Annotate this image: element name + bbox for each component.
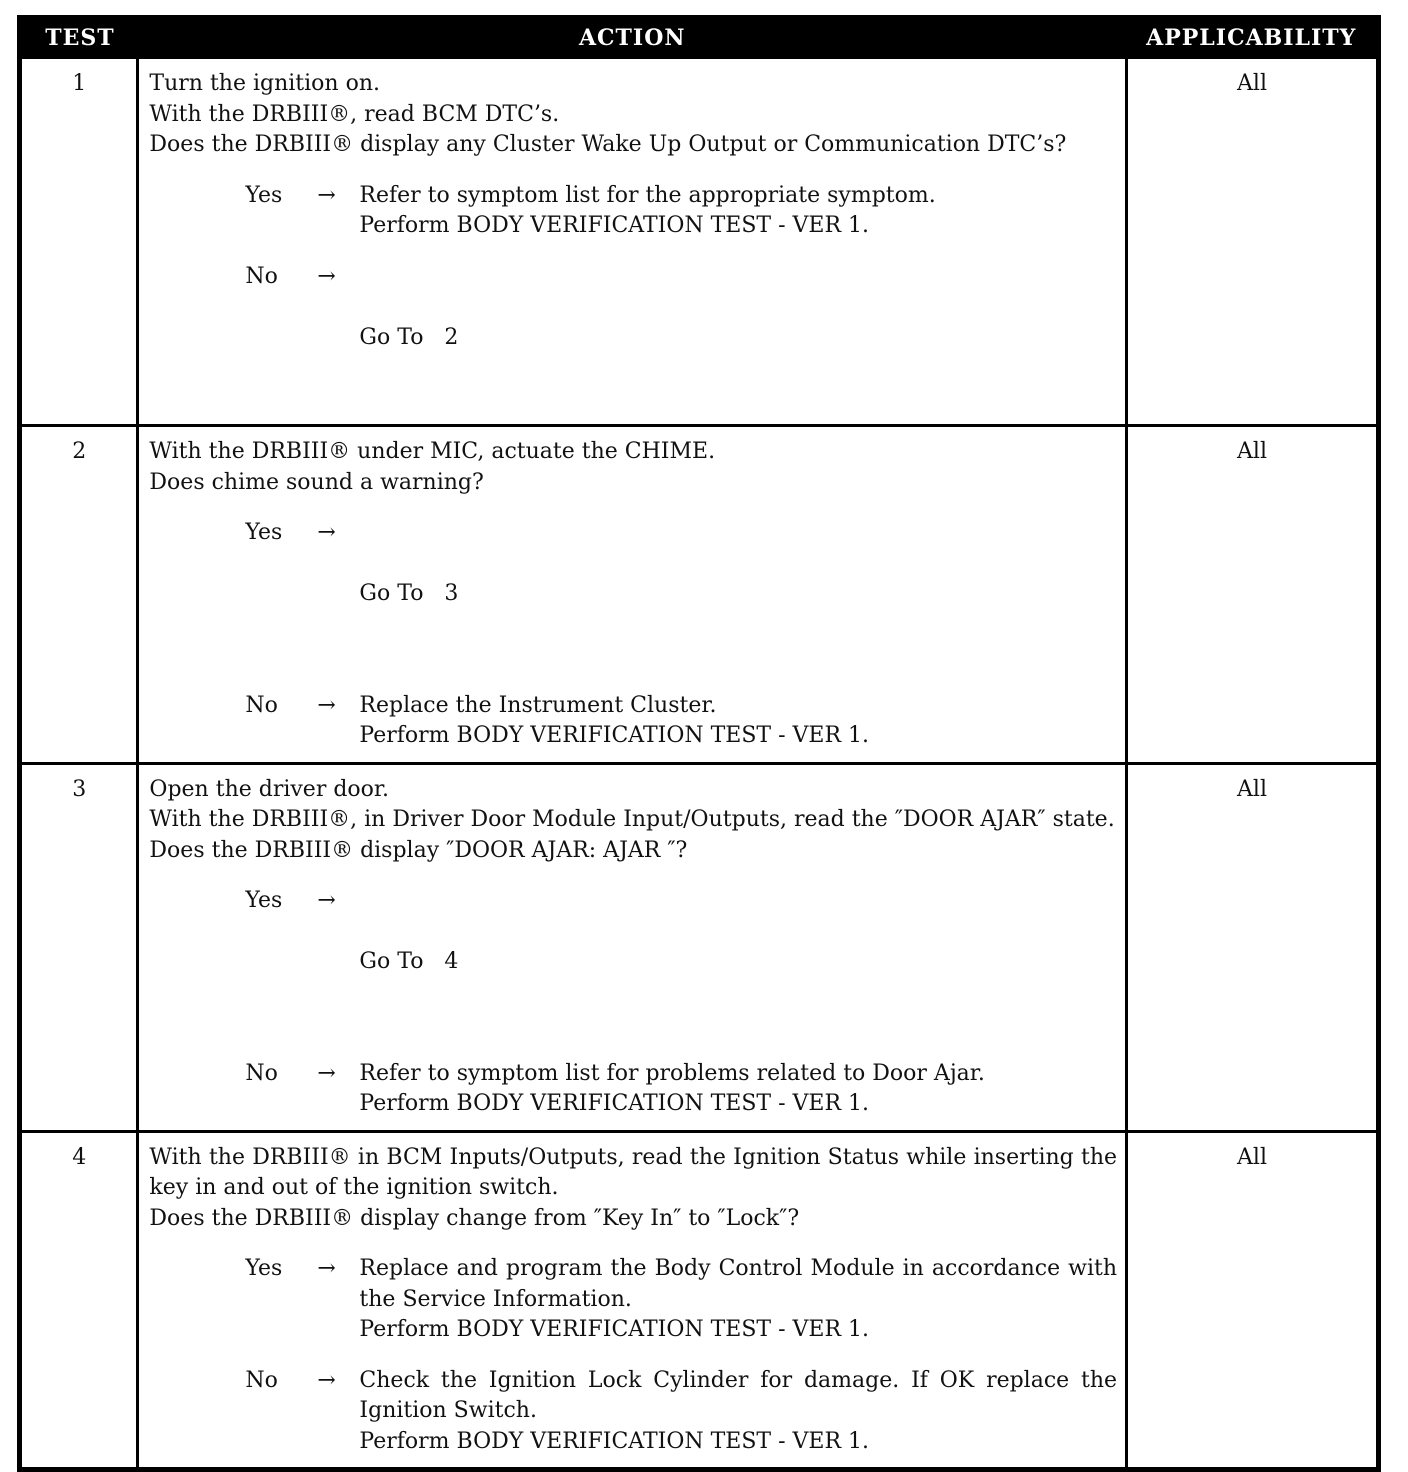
result-line: Refer to symptom list for the appropriate symptom. (359, 182, 936, 208)
question-text (149, 775, 1117, 867)
yes-branch (149, 1254, 1117, 1346)
result-line: Go To 3 (359, 581, 459, 606)
no-branch (149, 691, 1117, 752)
yes-label: Yes (245, 182, 283, 208)
question-line: With the DRBIII® in BCM Inputs/Outputs, read the Ignition Status while inserting the key in and out of the ignition switch. (149, 1144, 1118, 1200)
applicability-value: All (1127, 58, 1379, 426)
yes-result (359, 181, 1117, 242)
table-row (20, 426, 1379, 764)
table-header-row (20, 18, 1379, 58)
question-line: With the DRBIII® under MIC, actuate the CHIME. (149, 439, 716, 464)
result-line: Go To 4 (359, 949, 459, 974)
action-cell (138, 763, 1127, 1131)
question-line: Open the driver door. (149, 776, 390, 802)
no-label: No (245, 263, 278, 289)
no-branch (149, 1366, 1117, 1458)
result-line: Check the Ignition Lock Cylinder for damage. If OK replace the Ignition Switch. (359, 1367, 1118, 1423)
result-line: Go To 2 (359, 324, 459, 350)
table-row (20, 763, 1379, 1131)
yes-branch (149, 886, 1117, 1039)
header-applicability: APPLICABILITY (1127, 18, 1379, 58)
no-result (359, 1059, 1117, 1120)
question-line: Does the DRBIII® display any Cluster Wake Up Output or Communication DTC’s? (149, 132, 1067, 157)
no-label: No (245, 1060, 278, 1086)
yes-label: Yes (245, 1256, 283, 1281)
question-line: Does the DRBIII® display change from ″Key In″ to ″Lock″? (149, 1205, 800, 1231)
yes-branch (149, 518, 1117, 671)
arrow-icon: → (317, 1060, 336, 1086)
question-text (149, 69, 1117, 161)
diagnostic-test-page (17, 15, 1381, 1472)
action-cell (138, 1131, 1127, 1470)
yes-result (359, 1254, 1117, 1346)
arrow-icon: → (317, 692, 336, 718)
header-test: TEST (20, 18, 138, 58)
no-label: No (245, 1367, 278, 1393)
no-result (359, 262, 1117, 415)
action-cell (138, 426, 1127, 764)
no-branch (149, 1059, 1117, 1120)
question-line: Turn the ignition on. (149, 71, 380, 96)
arrow-icon: → (317, 263, 336, 289)
applicability-value: All (1127, 763, 1379, 1131)
arrow-icon: → (317, 1256, 336, 1281)
no-result (359, 1366, 1117, 1458)
test-number: 3 (20, 763, 138, 1131)
yes-result (359, 886, 1117, 1039)
no-label: No (245, 692, 278, 718)
test-number: 2 (20, 426, 138, 764)
no-branch (149, 262, 1117, 415)
arrow-icon: → (317, 888, 336, 913)
result-line: Replace the Instrument Cluster. (359, 692, 717, 718)
arrow-icon: → (317, 520, 336, 545)
applicability-value: All (1127, 1131, 1379, 1470)
yes-label: Yes (245, 888, 283, 913)
question-text (149, 437, 1117, 498)
yes-label: Yes (245, 520, 283, 545)
question-text (149, 1143, 1117, 1235)
arrow-icon: → (317, 182, 336, 208)
table-row (20, 1131, 1379, 1470)
question-line: Does chime sound a warning? (149, 469, 484, 495)
action-cell (138, 58, 1127, 426)
result-line: Perform BODY VERIFICATION TEST - VER 1. (359, 723, 870, 748)
diagnostic-test-table (17, 15, 1381, 1472)
arrow-icon: → (317, 1367, 336, 1393)
applicability-value: All (1127, 426, 1379, 764)
result-line: Replace and program the Body Control Module in accordance with the Service Information. (359, 1256, 1118, 1312)
question-line: Does the DRBIII® display ″DOOR AJAR: AJAR ″? (149, 837, 688, 863)
result-line: Perform BODY VERIFICATION TEST - VER 1. (359, 1428, 870, 1454)
header-action: ACTION (138, 18, 1127, 58)
result-line: Refer to symptom list for problems related to Door Ajar. (359, 1060, 985, 1086)
result-line: Perform BODY VERIFICATION TEST - VER 1. (359, 213, 870, 238)
result-line: Perform BODY VERIFICATION TEST - VER 1. (359, 1091, 870, 1116)
table-row (20, 58, 1379, 426)
result-line: Perform BODY VERIFICATION TEST - VER 1. (359, 1317, 870, 1342)
yes-result (359, 518, 1117, 671)
no-result (359, 691, 1117, 752)
yes-branch (149, 181, 1117, 242)
question-line: With the DRBIII®, read BCM DTC’s. (149, 101, 560, 127)
test-number: 1 (20, 58, 138, 426)
test-number: 4 (20, 1131, 138, 1470)
question-line: With the DRBIII®, in Driver Door Module Input/Outputs, read the ″DOOR AJAR″ state. (149, 807, 1115, 832)
